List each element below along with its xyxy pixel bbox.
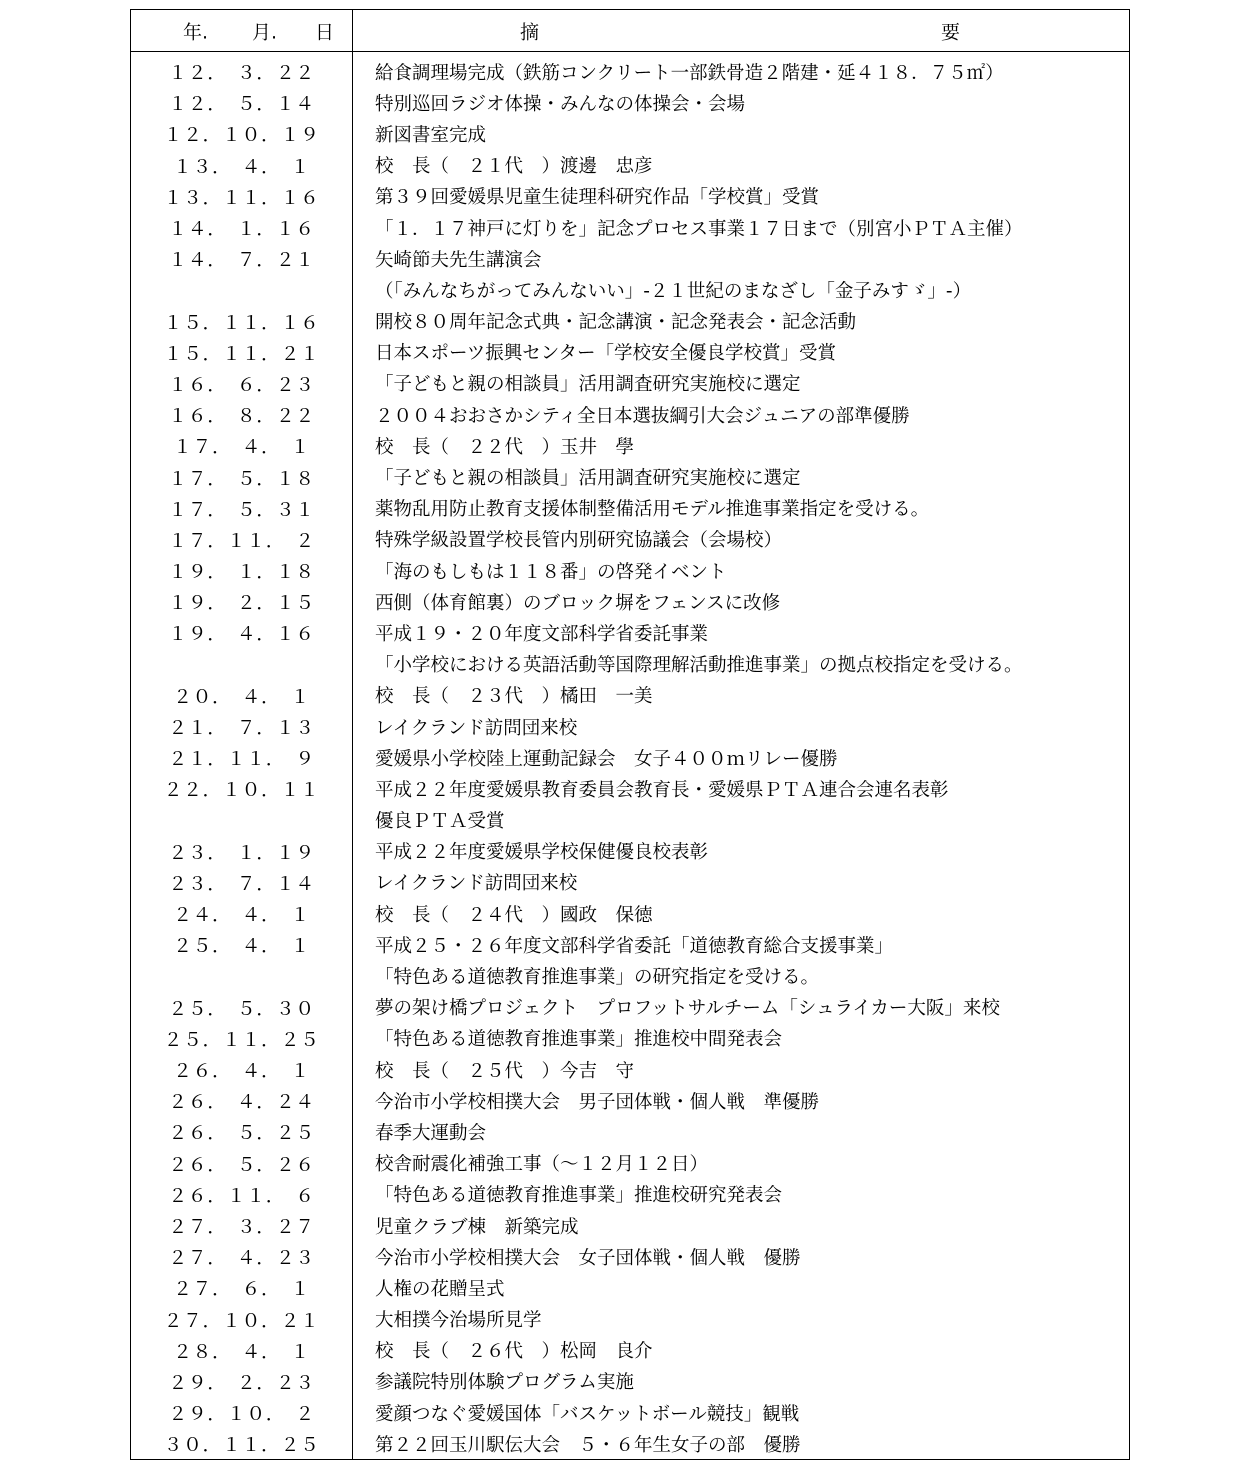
- table-row: [131, 649, 1129, 680]
- row-summary: 大相撲今治場所見学: [375, 1310, 542, 1332]
- row-date: ２８． ４． １: [172, 1340, 310, 1363]
- table-row: [131, 1085, 1129, 1116]
- table-row: [131, 1210, 1129, 1241]
- summary-header-second-char: 要: [941, 21, 961, 43]
- table-row: [131, 1241, 1129, 1272]
- row-date: １２． ５．１４: [168, 93, 315, 116]
- row-date: １２． ３．２２: [168, 62, 315, 85]
- table-row: [131, 118, 1129, 149]
- day-header: 日: [315, 21, 335, 43]
- table-row: [131, 960, 1129, 991]
- year-header: 年.: [183, 21, 209, 43]
- row-summary: 児童クラブ棟 新築完成: [375, 1216, 579, 1238]
- row-date: １９． １．１８: [168, 561, 315, 584]
- row-date: １９． ４．１６: [168, 623, 315, 646]
- row-date: １６． ８．２２: [168, 405, 315, 428]
- row-date: [131, 960, 352, 991]
- row-summary: 特別巡回ラジオ体操・みんなの体操会・会場: [375, 93, 746, 115]
- row-summary: 優良ＰＴＡ受賞: [375, 811, 505, 833]
- row-summary: 「海のもしもは１１８番」の啓発イベント: [375, 561, 727, 583]
- row-summary: 校 長（ ２２代 ）玉井 學: [375, 436, 635, 458]
- row-summary: 人権の花贈呈式: [375, 1278, 505, 1300]
- row-summary: 「子どもと親の相談員」活用調査研究実施校に選定: [375, 468, 801, 490]
- row-date: １７．１１． ２: [168, 529, 315, 552]
- table-row: [131, 87, 1129, 118]
- row-date: ２１．１１． ９: [168, 748, 315, 771]
- row-date: ２５． ４． １: [172, 935, 310, 958]
- table-row: [131, 368, 1129, 399]
- table-row: [131, 1054, 1129, 1085]
- month-header: 月.: [252, 21, 278, 43]
- row-date: １７． ４． １: [172, 436, 310, 459]
- table-row: [131, 742, 1129, 773]
- row-summary: 愛媛県小学校陸上運動記録会 女子４００ｍリレー優勝: [375, 748, 838, 770]
- table-row: [131, 680, 1129, 711]
- row-summary: 校 長（ ２４代 ）國政 保徳: [375, 904, 653, 926]
- row-date: １７． ５．１８: [168, 467, 315, 490]
- row-summary: 「小学校における英語活動等国際理解活動推進事業」の拠点校指定を受ける。: [375, 655, 1023, 677]
- row-summary: 「１．１７神戸に灯りを」記念プロセス事業１７日まで（別宮小ＰＴＡ主催）: [375, 218, 1023, 240]
- row-summary: 平成２２年度愛媛県教育委員会教育長・愛媛県ＰＴＡ連合会連名表彰: [375, 779, 949, 801]
- summary-header-first-char: 摘: [520, 21, 540, 43]
- row-date: １６． ６．２３: [168, 373, 315, 396]
- table-row: [131, 181, 1129, 212]
- row-summary: 校舎耐震化補強工事（～１２月１２日）: [375, 1154, 709, 1176]
- row-summary: 平成２５・２６年度文部科学省委託「道徳教育総合支援事業」: [375, 935, 894, 957]
- row-summary: 「子どもと親の相談員」活用調査研究実施校に選定: [375, 374, 801, 396]
- row-date: ２０． ４． １: [172, 685, 310, 708]
- table-row: [131, 1023, 1129, 1054]
- row-date: ２９． ２．２３: [168, 1371, 315, 1394]
- table-row: [131, 1148, 1129, 1179]
- row-summary: 今治市小学校相撲大会 女子団体戦・個人戦 優勝: [375, 1247, 801, 1269]
- row-date: ２７． ６． １: [172, 1278, 310, 1301]
- row-date: ２３． ７．１４: [168, 872, 315, 895]
- row-date: ２７． ４．２３: [168, 1247, 315, 1270]
- table-row: [131, 1272, 1129, 1303]
- table-row: [131, 992, 1129, 1023]
- table-row: [131, 399, 1129, 430]
- table-header: [131, 10, 1129, 52]
- row-summary: 校 長（ ２６代 ）松岡 良介: [375, 1341, 653, 1363]
- row-date: ２６．１１． ６: [168, 1184, 315, 1207]
- table-row: [131, 430, 1129, 461]
- row-summary: 日本スポーツ振興センター「学校安全優良学校賞」受賞: [375, 343, 837, 365]
- row-summary: 第２２回玉川駅伝大会 ５・６年生女子の部 優勝: [375, 1434, 801, 1456]
- table-row: [131, 150, 1129, 181]
- row-summary: 校 長（ ２５代 ）今吉 守: [375, 1060, 635, 1082]
- row-date: ２７． ３．２７: [168, 1216, 315, 1239]
- table-row: [131, 1428, 1129, 1459]
- row-summary: ２００４おおさかシティ全日本選抜綱引大会ジュニアの部準優勝: [375, 405, 910, 427]
- table-row: [131, 1179, 1129, 1210]
- row-date: １３． ４． １: [172, 155, 310, 178]
- table-row: [131, 836, 1129, 867]
- history-table: [130, 9, 1130, 1460]
- table-row: [131, 306, 1129, 337]
- table-row: [131, 524, 1129, 555]
- table-row: [131, 1366, 1129, 1397]
- row-date: [131, 805, 352, 836]
- row-date: ２９．１０． ２: [168, 1403, 315, 1426]
- table-row: [131, 617, 1129, 648]
- table-row: [131, 898, 1129, 929]
- row-summary: 薬物乱用防止教育支援体制整備活用モデル推進事業指定を受ける。: [375, 499, 930, 521]
- row-summary: 愛顔つなぐ愛媛国体「バスケットボール競技」観戦: [375, 1403, 800, 1425]
- row-date: ２１． ７．１３: [168, 717, 315, 740]
- date-header: [131, 10, 352, 51]
- table-row: [131, 1335, 1129, 1366]
- row-summary: 特殊学級設置学校長管内別研究協議会（会場校）: [375, 530, 783, 552]
- row-date: ２６． ４． １: [172, 1060, 310, 1083]
- table-row: [131, 337, 1129, 368]
- table-row: [131, 243, 1129, 274]
- row-summary: 新図書室完成: [375, 124, 487, 146]
- row-date: １４． ７．２１: [168, 249, 315, 272]
- table-row: [131, 274, 1129, 305]
- row-summary: 参議院特別体験プログラム実施: [375, 1372, 634, 1394]
- row-summary: 第３９回愛媛県児童生徒理科研究作品「学校賞」受賞: [375, 187, 820, 209]
- row-summary: 「特色ある道徳教育推進事業」推進校中間発表会: [375, 1029, 783, 1051]
- row-summary: 開校８０周年記念式典・記念講演・記念発表会・記念活動: [375, 312, 857, 334]
- row-summary: 西側（体育館裏）のブロック塀をフェンスに改修: [375, 592, 781, 614]
- table-row: [131, 1397, 1129, 1428]
- table-row: [131, 493, 1129, 524]
- table-row: [131, 555, 1129, 586]
- row-summary: 矢崎節夫先生講演会: [375, 249, 542, 271]
- row-date: ２７．１０．２１: [163, 1309, 320, 1332]
- row-date: １５．１１．２１: [163, 342, 320, 365]
- row-summary: 「特色ある道徳教育推進事業」推進校研究発表会: [375, 1185, 783, 1207]
- table-row: [131, 805, 1129, 836]
- table-row: [131, 711, 1129, 742]
- row-date: ２６． ４．２４: [168, 1091, 315, 1114]
- row-summary: レイクランド訪問団来校: [375, 717, 578, 739]
- table-row: [131, 56, 1129, 87]
- row-date: １２．１０．１９: [163, 124, 320, 147]
- row-date: ２６． ５．２６: [168, 1153, 315, 1176]
- row-summary: 平成１９・２０年度文部科学省委託事業: [375, 623, 709, 645]
- row-date: ２２．１０．１１: [163, 779, 320, 802]
- row-summary: 春季大運動会: [375, 1122, 487, 1144]
- row-summary: 「特色ある道徳教育推進事業」の研究指定を受ける。: [375, 967, 820, 989]
- row-summary: レイクランド訪問団来校: [375, 873, 578, 895]
- row-summary: 給食調理場完成（鉄筋コンクリート一部鉄骨造２階建・延４１８．７５㎡）: [375, 62, 1004, 84]
- row-date: ３０．１１．２５: [163, 1434, 320, 1457]
- row-summary: 今治市小学校相撲大会 男子団体戦・個人戦 準優勝: [375, 1091, 820, 1113]
- row-summary: 平成２２年度愛媛県学校保健優良校表彰: [375, 842, 709, 864]
- table-row: [131, 461, 1129, 492]
- row-summary: （「みんなちがってみんないい」-２１世紀のまなざし「金子みすゞ」-）: [375, 280, 972, 302]
- row-date: １３．１１．１６: [163, 186, 320, 209]
- table-body: [131, 56, 1129, 1459]
- row-date: ２４． ４． １: [172, 904, 310, 927]
- table-row: [131, 773, 1129, 804]
- row-date: ２５． ５．３０: [168, 997, 315, 1020]
- table-row: [131, 867, 1129, 898]
- table-row: [131, 1304, 1129, 1335]
- row-summary: 夢の架け橋プロジェクト プロフットサルチーム「シュライカー大阪」来校: [375, 998, 1000, 1020]
- row-date: [131, 649, 352, 680]
- row-date: ２３． １．１９: [168, 841, 315, 864]
- table-row: [131, 929, 1129, 960]
- table-row: [131, 212, 1129, 243]
- row-date: １７． ５．３１: [168, 498, 315, 521]
- row-date: [131, 274, 352, 305]
- row-summary: 校 長（ ２３代 ）橘田 一美: [375, 686, 653, 708]
- row-date: １４． １．１６: [168, 218, 315, 241]
- row-date: ２５．１１．２５: [163, 1028, 320, 1051]
- row-date: ２６． ５．２５: [168, 1122, 315, 1145]
- row-date: １５．１１．１６: [163, 311, 320, 334]
- table-row: [131, 1116, 1129, 1147]
- table-row: [131, 586, 1129, 617]
- row-date: １９． ２．１５: [168, 592, 315, 615]
- row-summary: 校 長（ ２１代 ）渡邊 忠彦: [375, 156, 653, 178]
